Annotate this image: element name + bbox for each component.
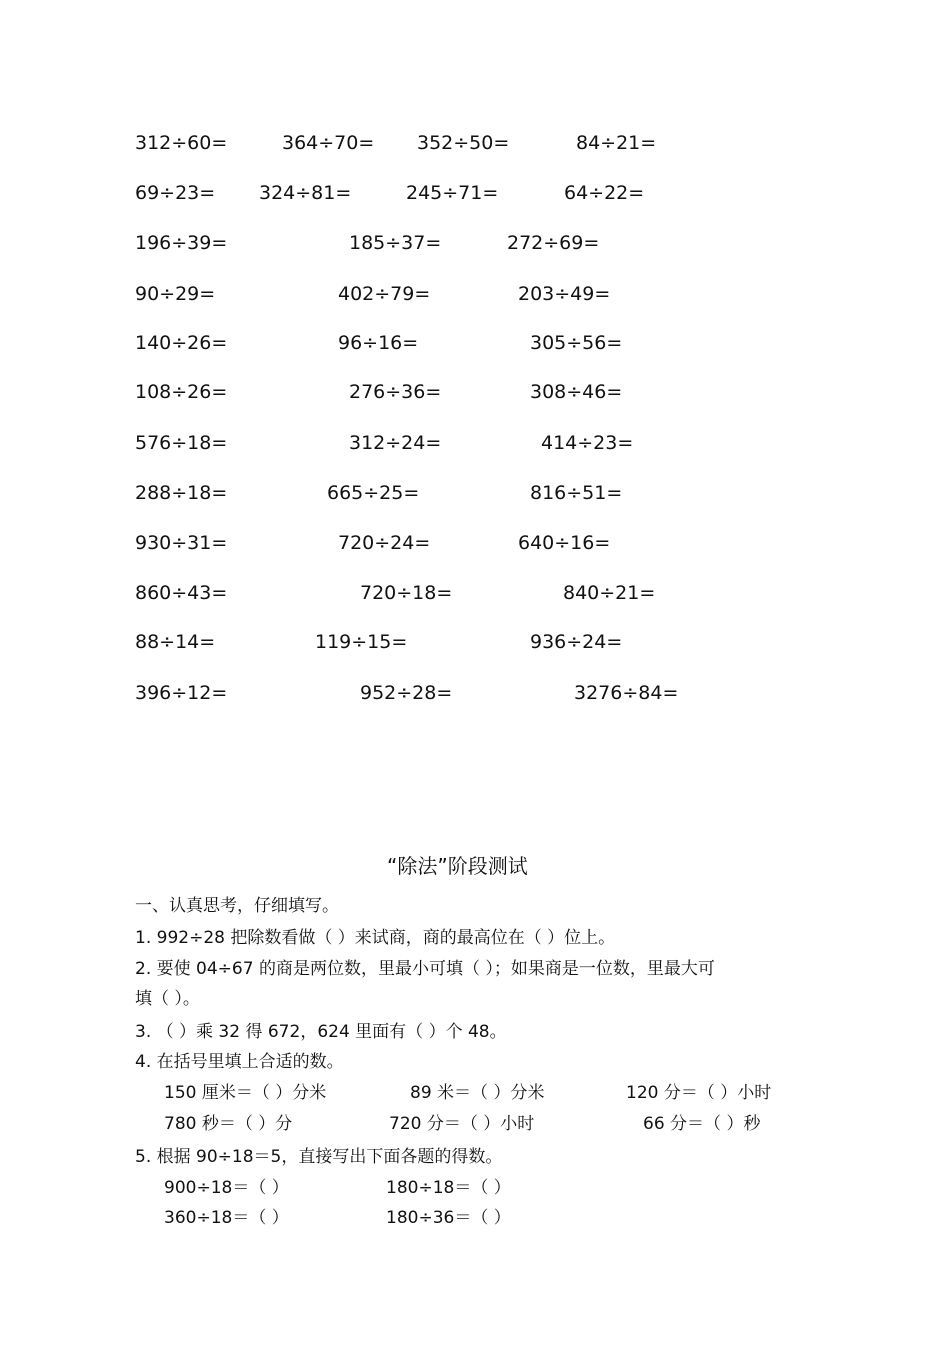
question-1: 1. 992÷28 把除数看做（ ）来试商，商的最高位在（ ）位上。 [135,928,616,948]
exercise: 185÷37= [349,232,442,254]
exercise: 196÷39= [135,232,228,254]
exercise: 936÷24= [530,631,623,653]
exercise: 840÷21= [563,582,656,604]
unit-conversion-item: 720 分＝（ ）小时 [389,1114,535,1134]
exercise: 720÷24= [338,532,431,554]
question-3: 3. （ ）乘 32 得 672，624 里面有（ ）个 48。 [135,1022,507,1042]
exercise: 140÷26= [135,332,228,354]
exercise: 245÷71= [406,182,499,204]
exercise: 88÷14= [135,631,216,653]
exercise: 640÷16= [518,532,611,554]
unit-conversion-item: 66 分＝（ ）秒 [643,1114,761,1134]
exercise: 84÷21= [576,132,657,154]
exercise: 364÷70= [282,132,375,154]
exercise: 576÷18= [135,432,228,454]
exercise: 305÷56= [530,332,623,354]
exercise: 952÷28= [360,682,453,704]
quick-answer-item: 180÷36＝（ ） [386,1208,511,1228]
exercise: 396÷12= [135,682,228,704]
exercise: 69÷23= [135,182,216,204]
exercise: 665÷25= [327,482,420,504]
exercise: 312÷60= [135,132,228,154]
exercise: 203÷49= [518,283,611,305]
exercise: 119÷15= [315,631,408,653]
exercise: 402÷79= [338,283,431,305]
exercise: 324÷81= [259,182,352,204]
exercise: 930÷31= [135,532,228,554]
exercise: 272÷69= [507,232,600,254]
quick-answer-item: 180÷18＝（ ） [386,1178,511,1198]
exercise: 414÷23= [541,432,634,454]
exercise: 276÷36= [349,381,442,403]
exercise: 352÷50= [417,132,510,154]
exercise: 720÷18= [360,582,453,604]
question-5: 5. 根据 90÷18＝5，直接写出下面各题的得数。 [135,1147,503,1167]
exercise: 308÷46= [530,381,623,403]
unit-conversion-item: 89 米＝（ ）分米 [410,1083,545,1103]
test-title: “除法”阶段测试 [387,854,528,878]
question-4: 4. 在括号里填上合适的数。 [135,1052,344,1072]
exercise: 312÷24= [349,432,442,454]
exercise: 90÷29= [135,283,216,305]
exercise: 816÷51= [530,482,623,504]
unit-conversion-item: 780 秒＝（ ）分 [164,1114,293,1134]
quick-answer-item: 900÷18＝（ ） [164,1178,289,1198]
quick-answer-item: 360÷18＝（ ） [164,1208,289,1228]
exercise: 108÷26= [135,381,228,403]
unit-conversion-item: 150 厘米＝（ ）分米 [164,1083,327,1103]
exercise: 288÷18= [135,482,228,504]
exercise: 860÷43= [135,582,228,604]
unit-conversion-item: 120 分＝（ ）小时 [626,1083,772,1103]
question-2-line-2: 填（ ）。 [135,989,200,1009]
question-2-line-1: 2. 要使 04÷67 的商是两位数，里最小可填（ ）；如果商是一位数，里最大可 [135,959,715,979]
exercise: 64÷22= [564,182,645,204]
exercise: 3276÷84= [574,682,679,704]
exercise: 96÷16= [338,332,419,354]
section-heading: 一、认真思考，仔细填写。 [135,896,339,916]
